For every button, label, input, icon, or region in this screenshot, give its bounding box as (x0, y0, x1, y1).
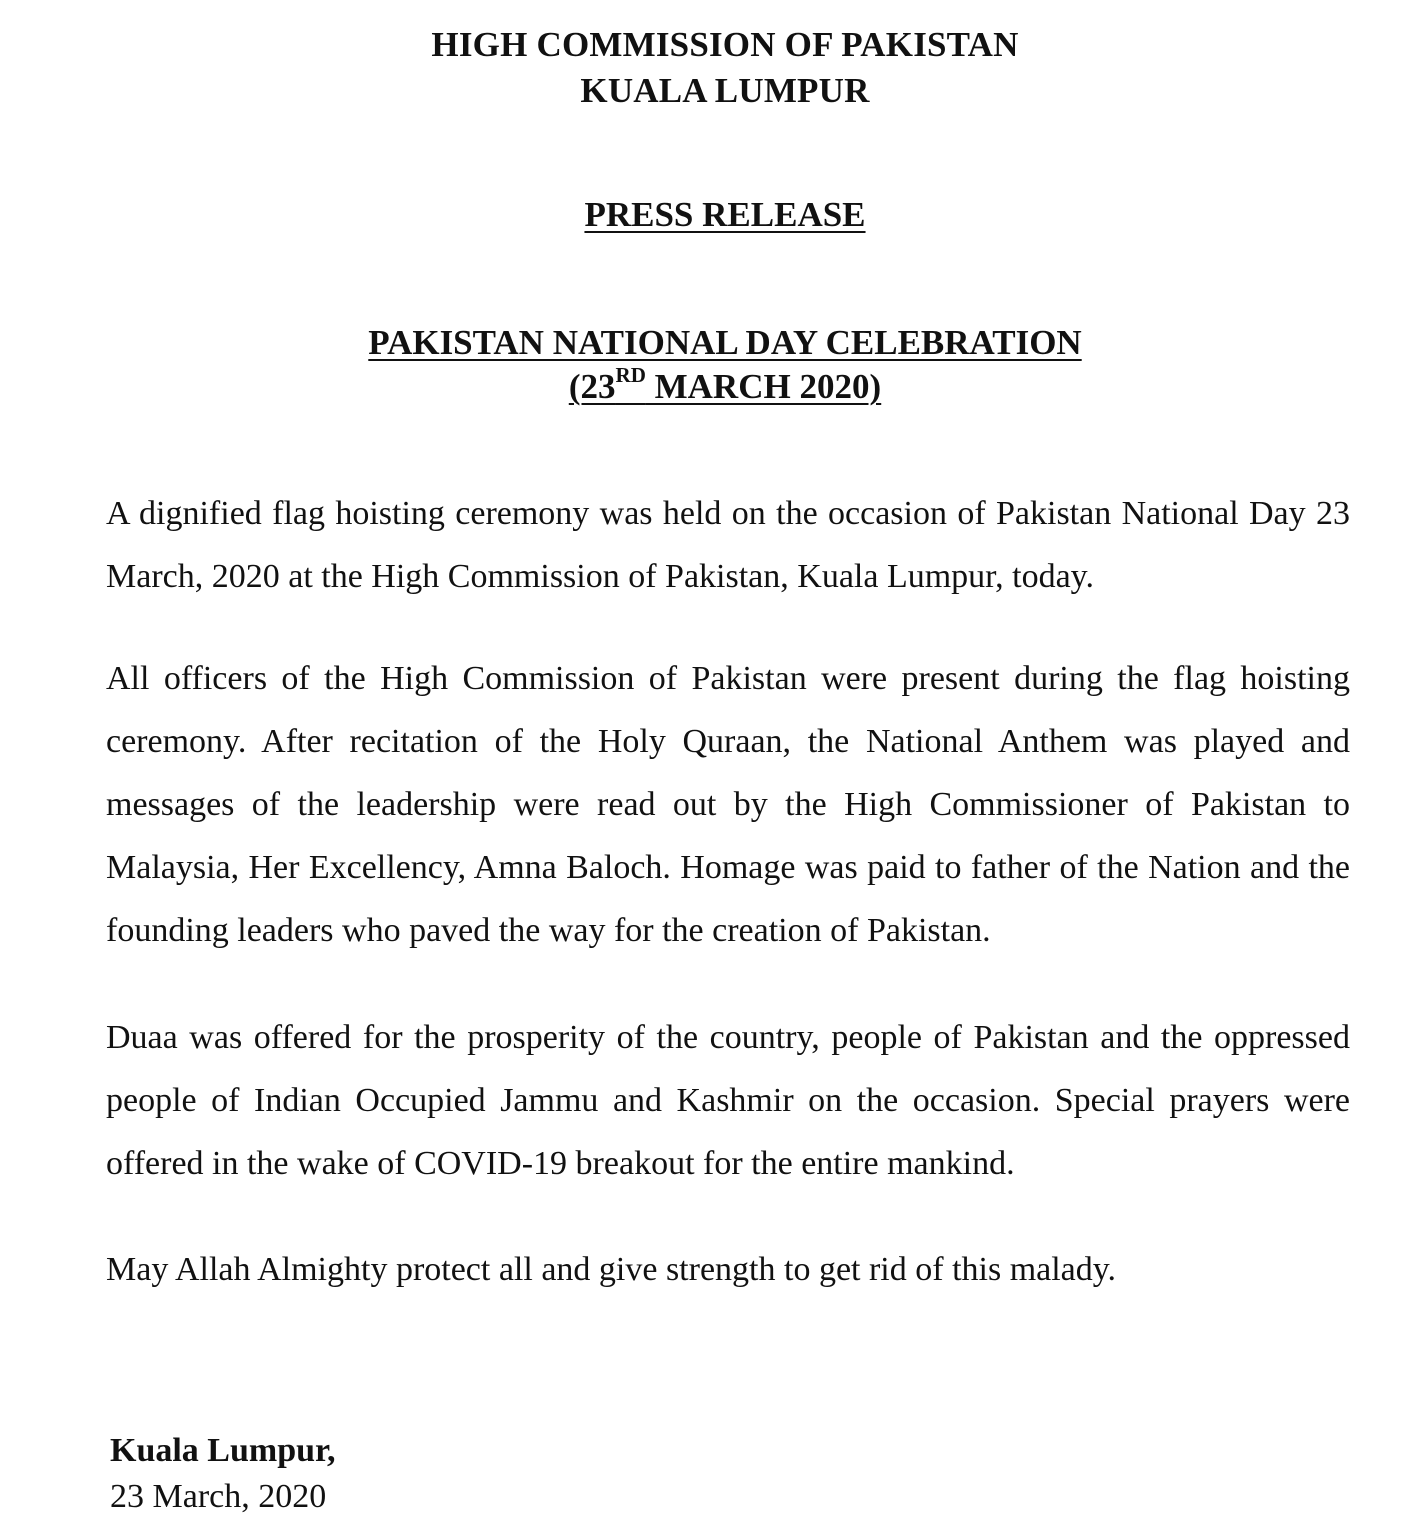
release-date-prefix: (23 (568, 367, 616, 406)
header-city: KUALA LUMPUR (580, 71, 870, 110)
body-paragraph-4: May Allah Almighty protect all and give strength to get rid of this malady. (106, 1251, 1117, 1288)
signoff-date: 23 March, 2020 (110, 1478, 327, 1515)
release-title-date (20, 364, 1410, 410)
release-title (20, 320, 1410, 366)
body-paragraph-2: All officers of the High Commission of Pakistan were present during the flag hoisting ceremony. After recitation of the Holy Quraan, the National Anthem was played and messages of the leadership were read out by the High Commissioner of Pakistan to Malaysia, Her Excellency, Amna Baloch. Homage was paid to father of the Nation and the founding leaders who paved the way for the creation of Pakistan. (106, 660, 1350, 949)
release-date-suffix: MARCH 2020) (645, 367, 882, 406)
body-paragraph-1: A dignified flag hoisting ceremony was held on the occasion of Pakistan National Day 23 March, 2020 at the High Commission of Pakistan, Kuala Lumpur, today. (106, 495, 1350, 595)
release-title-text: PAKISTAN NATIONAL DAY CELEBRATION (368, 323, 1082, 362)
body-paragraph-3: Duaa was offered for the prosperity of the country, people of Pakistan and the oppressed people of Indian Occupied Jammu and Kashmir on the occasion. Special prayers were offered in the wake of COVID-19 breakout for the entire mankind. (106, 1019, 1350, 1182)
document-type-heading (20, 192, 1410, 238)
signoff-place: Kuala Lumpur, (110, 1432, 336, 1469)
release-title-date-text (568, 363, 882, 406)
release-date-ordinal: RD (615, 363, 646, 388)
header-organization: HIGH COMMISSION OF PAKISTAN (431, 25, 1019, 64)
document-type-label: PRESS RELEASE (584, 195, 866, 234)
